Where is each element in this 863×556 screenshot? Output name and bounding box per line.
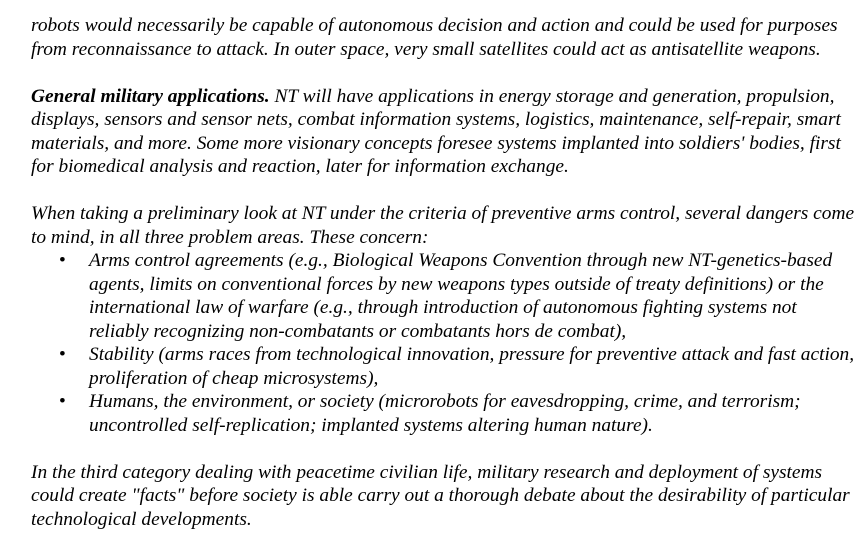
list-item xyxy=(31,249,856,343)
list-item xyxy=(31,343,856,390)
list-item-text: Humans, the environment, or society (microrobots for eavesdropping, crime, and terrorism; uncontrolled self-replication; implanted systems altering human nature). xyxy=(89,391,801,436)
general-applications-heading: General military applications. xyxy=(31,85,270,107)
bullet-icon: • xyxy=(59,250,66,271)
closing-paragraph: In the third category dealing with peacetime civilian life, military research and deployment of systems could create "facts" before society is able carry out a thorough debate about the desirability of particular technological developments. xyxy=(31,461,850,530)
general-applications-paragraph xyxy=(31,85,856,179)
general-applications-body: NT will have applications in energy storage and generation, propulsion, displays, sensors and sensor nets, combat information systems, logistics, maintenance, self-repair, smart materials, and more. Some more visionary concepts foresee systems implanted into soldiers' bodies, first for biomedical analysis and reaction, later for information exchange. xyxy=(31,85,841,177)
list-item xyxy=(31,390,856,437)
bullet-icon: • xyxy=(59,344,66,365)
danger-list xyxy=(31,249,856,437)
list-item-text: Arms control agreements (e.g., Biological Weapons Convention through new NT-genetics-based agents, limits on conventional forces by new weapons types outside of treaty definitions) or the international law of warfare (e.g., through introduction of autonomous fighting systems not reliably recognizing non-combatants or combatants hors de combat), xyxy=(89,250,833,342)
intro-paragraph: robots would necessarily be capable of autonomous decision and action and could be used for purposes from reconnaissance to attack. In outer space, very small satellites could act as antisatellite weapons. xyxy=(31,15,838,60)
bullet-icon: • xyxy=(59,391,66,412)
preventive-intro-paragraph: When taking a preliminary look at NT under the criteria of preventive arms control, several dangers come to mind, in all three problem areas. These concern: xyxy=(31,203,855,248)
document-page xyxy=(31,14,856,531)
list-item-text: Stability (arms races from technological innovation, pressure for preventive attack and fast action, proliferation of cheap microsystems), xyxy=(89,344,855,389)
